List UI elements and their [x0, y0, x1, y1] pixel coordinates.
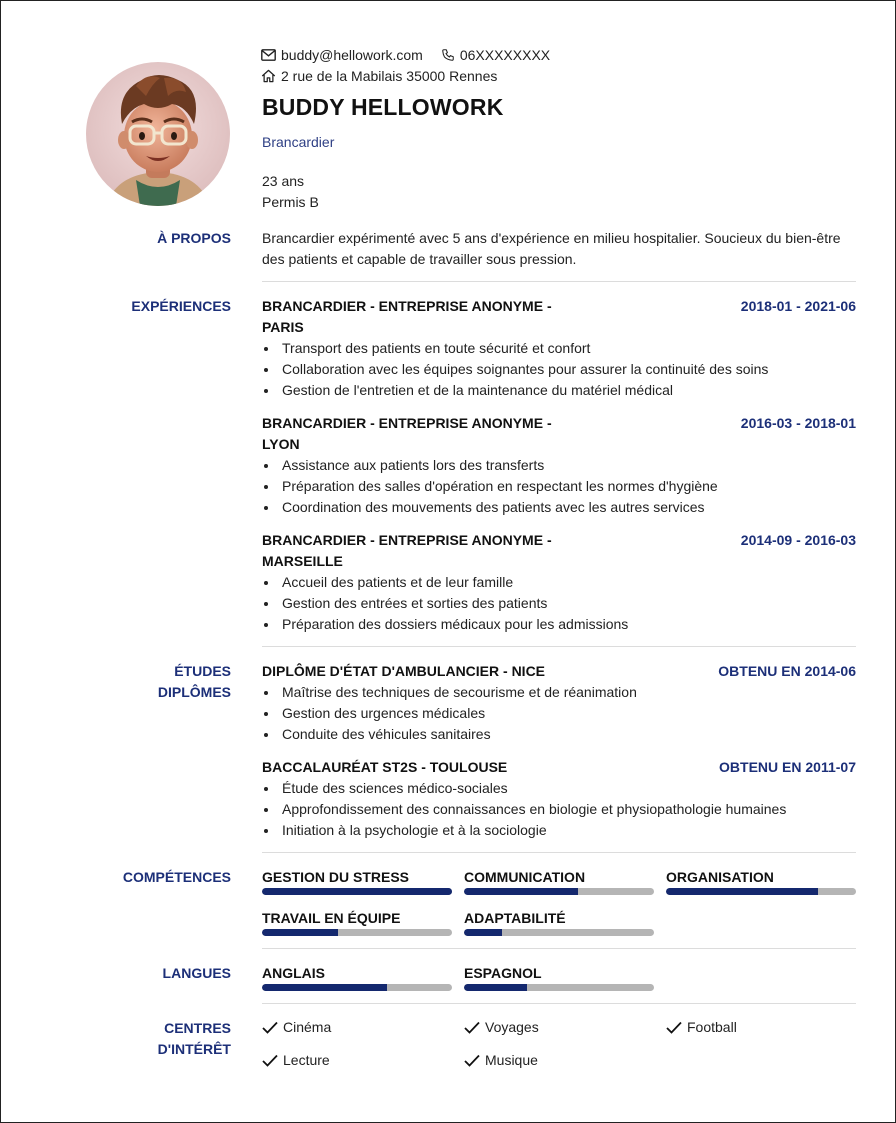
section-label-line: ÉTUDES — [174, 663, 231, 679]
list-item: Initiation à la psychologie et à la sociologie — [262, 820, 856, 841]
list-item: Maîtrise des techniques de secourisme et de réanimation — [262, 682, 856, 703]
language-bar — [262, 984, 452, 991]
skill-bar — [262, 929, 452, 936]
divider — [262, 1003, 856, 1004]
section-label-education — [61, 661, 231, 703]
list-item: Préparation des dossiers médicaux pour les admissions — [262, 614, 856, 635]
interest-label: Lecture — [283, 1052, 330, 1068]
divider — [262, 646, 856, 647]
mail-icon — [261, 49, 276, 61]
skill-bar-fill — [262, 888, 452, 895]
interest-label: Football — [687, 1019, 737, 1035]
experience-bullets — [262, 572, 856, 635]
experience-entry — [262, 296, 856, 401]
interest-item — [464, 1052, 538, 1068]
education-title: DIPLÔME D'ÉTAT D'AMBULANCIER - NICE — [262, 663, 546, 679]
education-dates: OBTENU EN 2011-07 — [719, 759, 856, 775]
section-label-line: CENTRES — [164, 1020, 231, 1036]
check-icon — [262, 1054, 278, 1067]
language-bar — [464, 984, 654, 991]
check-icon — [464, 1054, 480, 1067]
home-icon — [261, 69, 276, 83]
section-label-line: D'INTÉRÊT — [157, 1041, 231, 1057]
list-item: Approfondissement des connaissances en biologie et physiopathologie humaines — [262, 799, 856, 820]
section-label-interests — [61, 1018, 231, 1060]
experience-title: BRANCARDIER - ENTREPRISE ANONYME - MARSEILLE — [262, 532, 552, 569]
skill-bar-fill — [666, 888, 818, 895]
experience-dates: 2014-09 - 2016-03 — [740, 532, 856, 548]
skill-item — [262, 910, 452, 936]
education-dates: OBTENU EN 2014-06 — [718, 663, 856, 679]
skill-name: GESTION DU STRESS — [262, 869, 410, 885]
list-item: Accueil des patients et de leur famille — [262, 572, 856, 593]
experience-entry — [262, 413, 856, 518]
interest-item — [464, 1019, 539, 1035]
interest-item — [262, 1052, 330, 1068]
skill-name: TRAVAIL EN ÉQUIPE — [262, 910, 401, 926]
language-item — [262, 965, 452, 991]
education-title: BACCALAURÉAT ST2S - TOULOUSE — [262, 759, 508, 775]
skill-bar-fill — [464, 929, 502, 936]
interest-label: Voyages — [485, 1019, 539, 1035]
experience-title: BRANCARDIER - ENTREPRISE ANONYME - PARIS — [262, 298, 552, 335]
list-item: Collaboration avec les équipes soignantes pour assurer la continuité des soins — [262, 359, 856, 380]
language-bar-fill — [262, 984, 387, 991]
interest-label: Cinéma — [283, 1019, 332, 1035]
personal-meta — [262, 171, 319, 213]
address-item — [261, 68, 497, 84]
skill-bar — [464, 929, 654, 936]
list-item: Assistance aux patients lors des transferts — [262, 455, 856, 476]
address-text: 2 rue de la Mabilais 35000 Rennes — [281, 67, 498, 84]
list-item: Gestion des entrées et sorties des patients — [262, 593, 856, 614]
list-item: Gestion des urgences médicales — [262, 703, 856, 724]
phone-icon — [441, 48, 455, 62]
email-item[interactable] — [261, 47, 423, 63]
skill-bar — [262, 888, 452, 895]
education-entry — [262, 661, 856, 745]
language-name: ESPAGNOL — [464, 965, 542, 981]
experience-dates: 2018-01 - 2021-06 — [740, 298, 856, 314]
language-item — [464, 965, 654, 991]
skill-name: ORGANISATION — [666, 869, 774, 885]
interest-item — [262, 1019, 331, 1035]
education-entry — [262, 757, 856, 841]
check-icon — [666, 1021, 682, 1034]
skill-bar-fill — [464, 888, 578, 895]
check-icon — [464, 1021, 480, 1034]
section-label-languages: LANGUES — [162, 965, 231, 981]
interest-label: Musique — [485, 1052, 538, 1068]
section-label-about: À PROPOS — [157, 230, 231, 246]
list-item: Conduite des véhicules sanitaires — [262, 724, 856, 745]
list-item: Gestion de l'entretien et de la maintenance du matériel médical — [262, 380, 856, 401]
about-text: Brancardier expérimenté avec 5 ans d'expérience en milieu hospitalier. Soucieux du bien-être des patients et capable de travailler sous pression. — [262, 230, 841, 267]
candidate-name: BUDDY HELLOWORK — [262, 94, 504, 120]
check-icon — [262, 1021, 278, 1034]
age: 23 ans — [262, 173, 305, 189]
skill-bar — [464, 888, 654, 895]
skill-bar — [666, 888, 856, 895]
list-item: Transport des patients en toute sécurité et confort — [262, 338, 856, 359]
skill-name: ADAPTABILITÉ — [464, 910, 566, 926]
skill-name: COMMUNICATION — [464, 869, 586, 885]
language-name: ANGLAIS — [262, 965, 325, 981]
list-item: Coordination des mouvements des patients avec les autres services — [262, 497, 856, 518]
skill-item — [464, 869, 654, 895]
skill-bar-fill — [262, 929, 338, 936]
skill-item — [666, 869, 856, 895]
experience-bullets — [262, 338, 856, 401]
experience-dates: 2016-03 - 2018-01 — [740, 415, 856, 431]
skill-item — [262, 869, 452, 895]
interest-item — [666, 1019, 737, 1035]
experience-entry — [262, 530, 856, 635]
education-bullets — [262, 682, 856, 745]
experience-title: BRANCARDIER - ENTREPRISE ANONYME - LYON — [262, 415, 552, 452]
list-item: Préparation des salles d'opération en respectant les normes d'hygiène — [262, 476, 856, 497]
section-label-skills: COMPÉTENCES — [122, 869, 231, 885]
avatar — [86, 62, 230, 206]
phone-text: 06XXXXXXXX — [459, 46, 551, 63]
skill-item — [464, 910, 654, 936]
experience-bullets — [262, 455, 856, 518]
divider — [262, 281, 856, 282]
education-bullets — [262, 778, 856, 841]
divider — [262, 948, 856, 949]
section-label-line: DIPLÔMES — [157, 684, 231, 700]
language-bar-fill — [464, 984, 527, 991]
job-title: Brancardier — [262, 134, 335, 150]
driving-license: Permis B — [262, 194, 319, 210]
list-item: Étude des sciences médico-sociales — [262, 778, 856, 799]
section-label-experiences: EXPÉRIENCES — [131, 298, 231, 314]
phone-item[interactable] — [441, 47, 550, 63]
email-text: buddy@hellowork.com — [281, 46, 423, 63]
divider — [262, 852, 856, 853]
contact-info — [261, 44, 568, 86]
